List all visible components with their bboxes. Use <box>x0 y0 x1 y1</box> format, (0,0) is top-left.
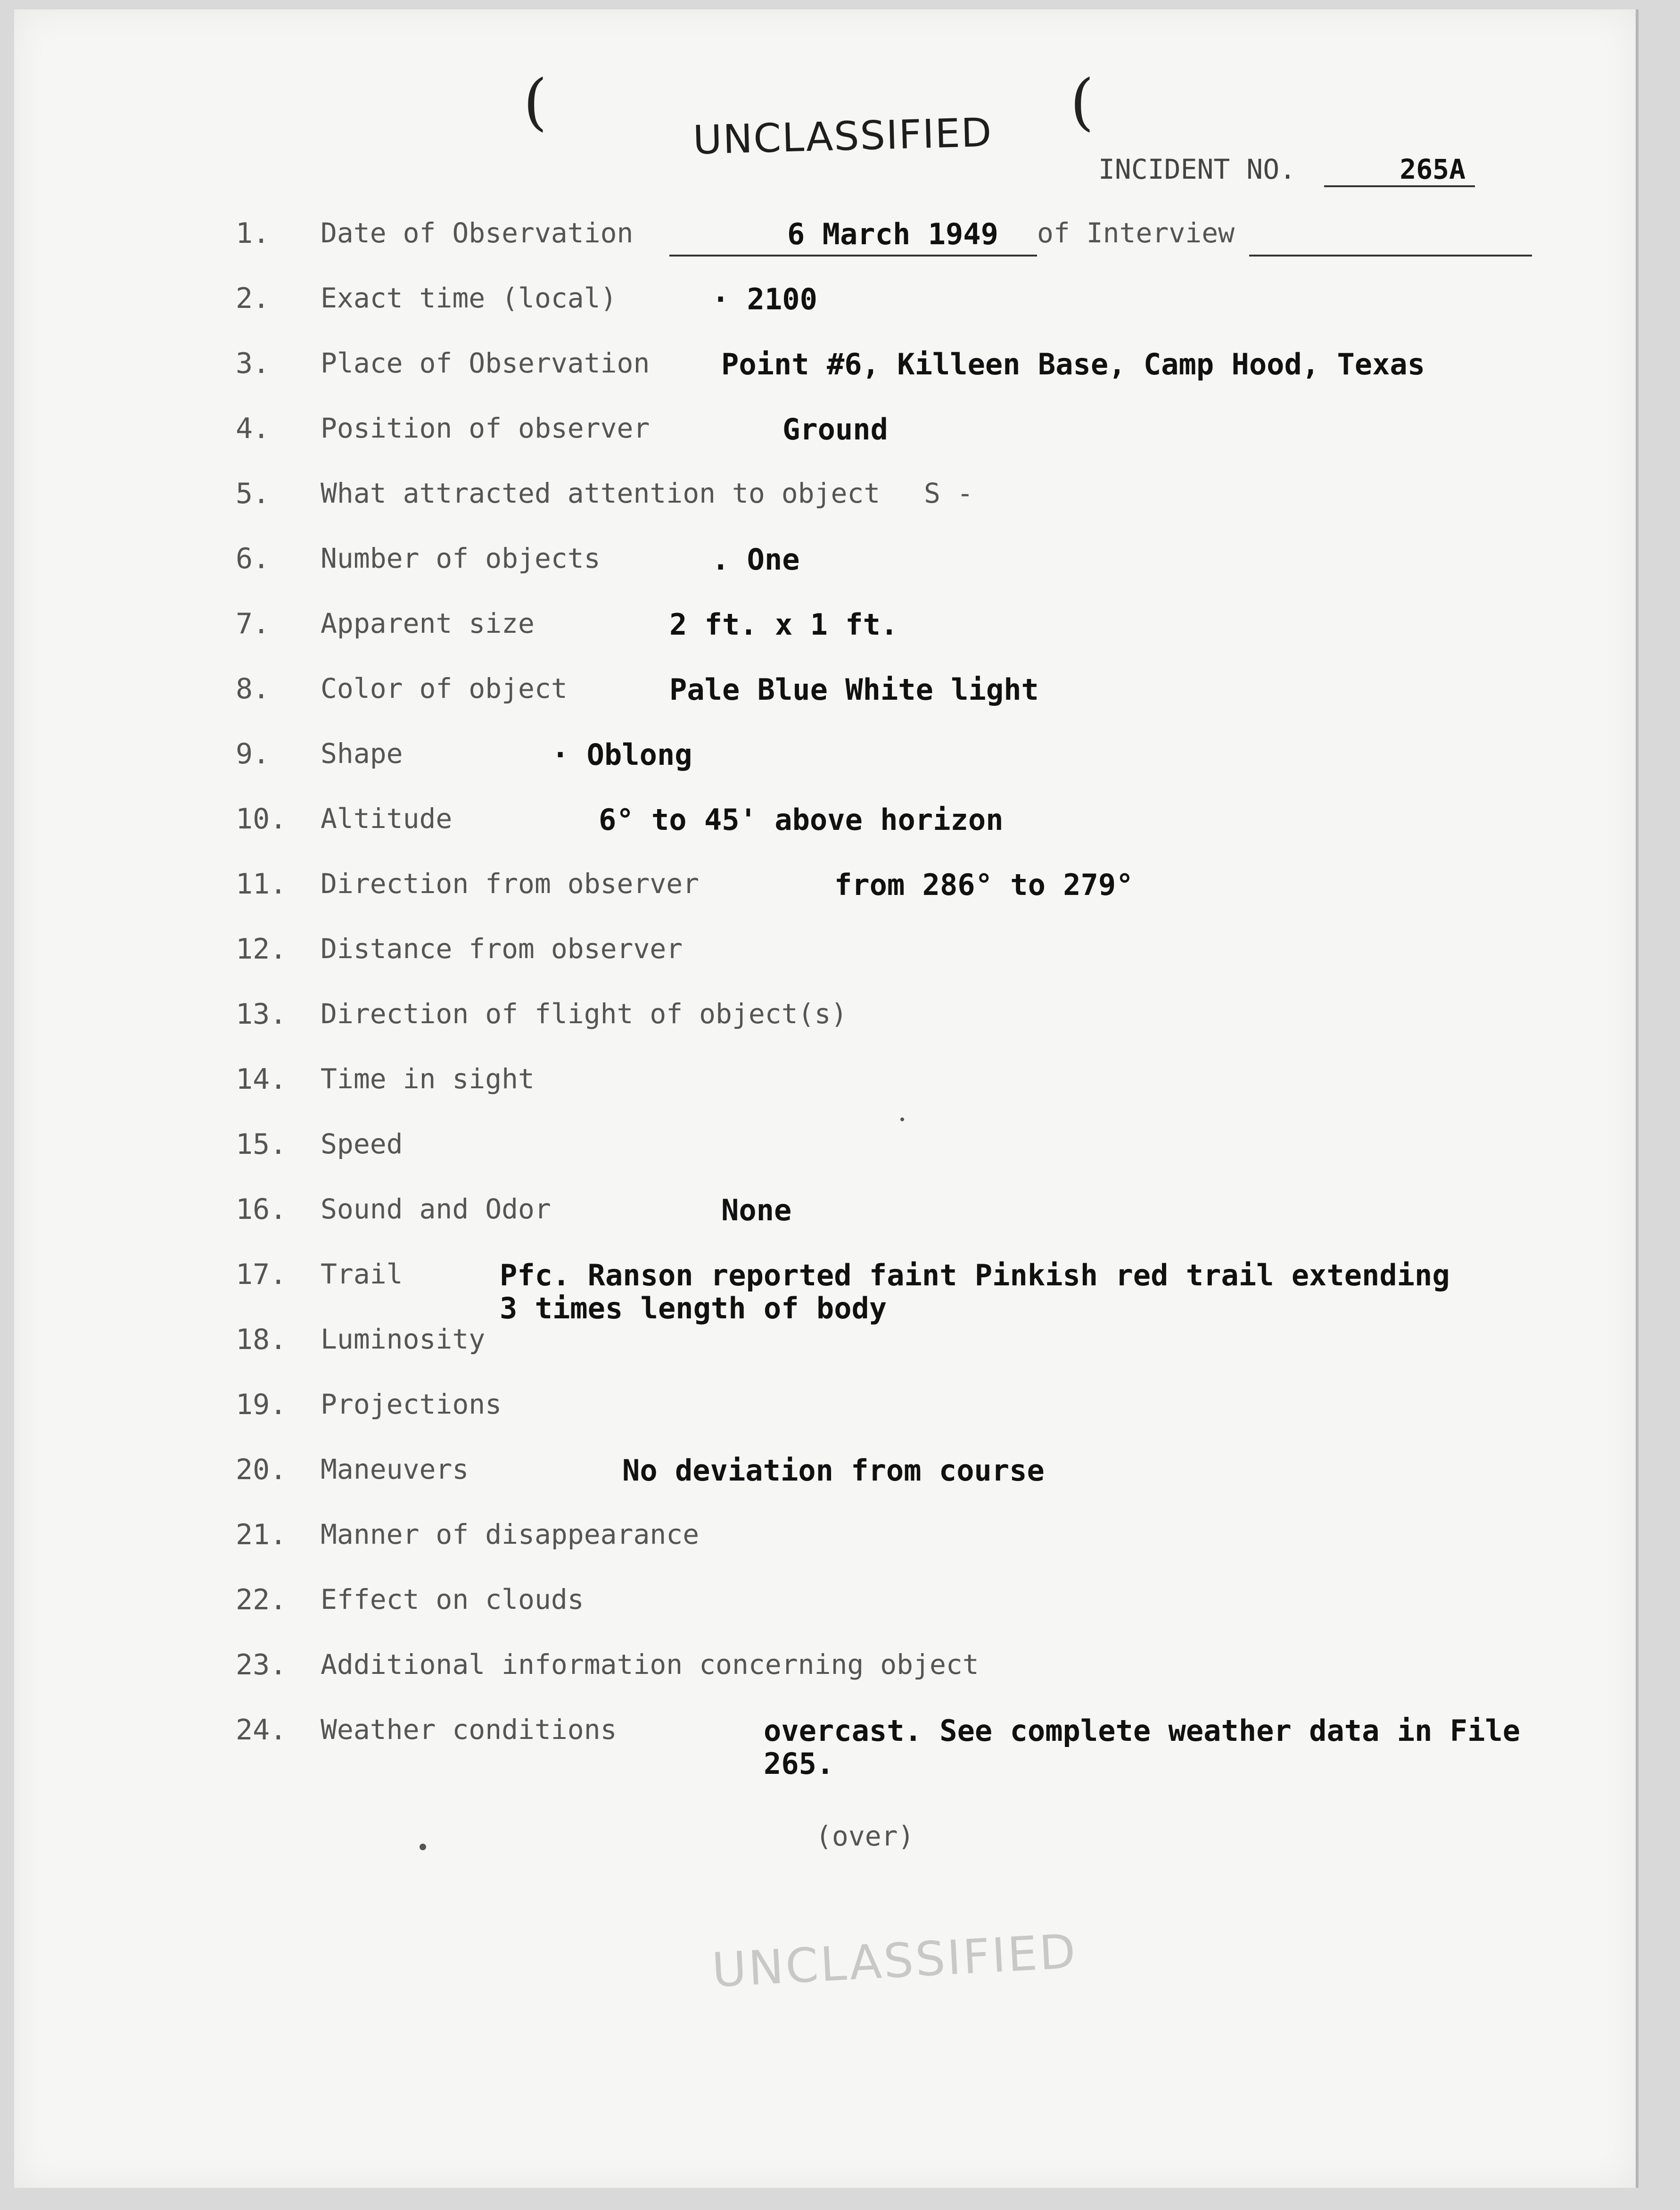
item-number: 6. <box>236 542 270 575</box>
item-number: 22. <box>236 1583 287 1616</box>
item-number: 1. <box>236 217 270 250</box>
item-number: 12. <box>236 933 287 966</box>
item-number: 21. <box>236 1518 287 1551</box>
item-value: Ground <box>782 412 888 447</box>
item-label: Luminosity <box>321 1323 486 1355</box>
item-value: · Oblong <box>552 737 692 772</box>
form-item-10 <box>14 803 1636 864</box>
item-value: from 286° to 279° <box>834 868 1134 902</box>
item-number: 16. <box>236 1193 287 1226</box>
item-number: 17. <box>236 1258 287 1291</box>
item-label: Maneuvers <box>321 1453 469 1485</box>
item-label: Number of objects <box>321 542 601 574</box>
form-item-11 <box>14 868 1636 929</box>
ink-speck <box>900 1117 904 1121</box>
item-number: 23. <box>236 1648 287 1681</box>
item-label: Time in sight <box>321 1063 535 1095</box>
item-value: 6° to 45' above horizon <box>599 803 1004 837</box>
form-item-22 <box>14 1583 1636 1645</box>
incident-number: 265A <box>1324 153 1475 187</box>
interview-label: of Interview <box>1037 217 1235 249</box>
form-item-18 <box>14 1323 1636 1384</box>
classification-stamp: UNCLASSIFIED <box>710 1923 1079 1998</box>
item-value: Pale Blue White light <box>669 672 1039 707</box>
item-value: 2 ft. x 1 ft. <box>669 607 898 642</box>
incident-label: INCIDENT NO. <box>1098 153 1296 185</box>
form-item-16 <box>14 1193 1636 1254</box>
form-item-9 <box>14 737 1636 799</box>
item-value: 6 March 1949 <box>787 217 998 251</box>
item-label: Sound and Odor <box>321 1193 551 1225</box>
item-number: 20. <box>236 1453 287 1486</box>
item-value-continued: 3 times length of body <box>500 1291 887 1325</box>
form-item-19 <box>14 1388 1636 1449</box>
item-label: Exact time (local) <box>321 282 617 314</box>
item-number: 4. <box>236 412 270 445</box>
form-item-8 <box>14 672 1636 734</box>
item-number: 13. <box>236 998 287 1031</box>
item-value: · 2100 <box>712 282 817 316</box>
item-label: Apparent size <box>321 607 535 639</box>
item-label: Place of Observation <box>321 347 650 379</box>
form-item-15 <box>14 1128 1636 1189</box>
item-number: 14. <box>236 1063 287 1096</box>
interview-underline <box>1249 255 1532 257</box>
form-item-20 <box>14 1453 1636 1515</box>
over-note: (over) <box>815 1820 914 1852</box>
form-item-13 <box>14 998 1636 1059</box>
item-label: Altitude <box>321 803 453 835</box>
form-item-14 <box>14 1063 1636 1124</box>
item-label: Speed <box>321 1128 403 1160</box>
item-number: 7. <box>236 607 270 640</box>
item-value: Point #6, Killeen Base, Camp Hood, Texas <box>721 347 1425 381</box>
item-value: overcast. See complete weather data in File <box>764 1713 1521 1748</box>
item-label: Trail <box>321 1258 403 1290</box>
item-number: 8. <box>236 672 270 705</box>
item-value: . One <box>712 542 800 577</box>
item-label: Projections <box>321 1388 502 1420</box>
item-value: Pfc. Ranson reported faint Pinkish red trail extending <box>500 1258 1450 1292</box>
item-number: 3. <box>236 347 270 380</box>
item-label: Weather conditions <box>321 1713 617 1746</box>
form-item-6 <box>14 542 1636 604</box>
form-item-21 <box>14 1518 1636 1580</box>
punch-mark-left: ( <box>523 66 547 138</box>
classification-header: UNCLASSIFIED <box>692 109 993 164</box>
ink-speck <box>420 1844 426 1850</box>
punch-mark-right: ( <box>1070 66 1094 138</box>
incident-number-block <box>1098 153 1475 187</box>
item-label: Direction from observer <box>321 868 700 900</box>
item-value: No deviation from course <box>622 1453 1045 1488</box>
item-number: 11. <box>236 868 287 901</box>
form-item-4 <box>14 412 1636 473</box>
form-item-12 <box>14 933 1636 994</box>
form-item-23 <box>14 1648 1636 1710</box>
item-number: 15. <box>236 1128 287 1161</box>
item-value-continued: 265. <box>764 1746 834 1781</box>
form-item-3 <box>14 347 1636 408</box>
item-number: 19. <box>236 1388 287 1421</box>
item-label: Manner of disappearance <box>321 1518 700 1550</box>
item-label: Additional information concerning object <box>321 1648 979 1680</box>
item-number: 18. <box>236 1323 287 1356</box>
document-page <box>14 9 1639 2188</box>
item-label: Distance from observer <box>321 933 683 965</box>
form-item-1 <box>14 217 1636 278</box>
item-number: 10. <box>236 803 287 836</box>
item-number: 9. <box>236 737 270 770</box>
item-label: Shape <box>321 737 403 770</box>
item-number: 5. <box>236 477 270 510</box>
item-label: Position of observer <box>321 412 650 444</box>
item-value: None <box>721 1193 792 1227</box>
form-item-2 <box>14 282 1636 343</box>
item-label: Direction of flight of object(s) <box>321 998 848 1030</box>
form-item-7 <box>14 607 1636 669</box>
item-value: S - <box>924 477 973 509</box>
item-number: 2. <box>236 282 270 315</box>
item-label: Color of object <box>321 672 568 704</box>
form-item-24 <box>14 1713 1636 1798</box>
item-number: 24. <box>236 1713 287 1746</box>
item-label: Effect on clouds <box>321 1583 584 1615</box>
item-label: Date of Observation <box>321 217 634 249</box>
form-item-5 <box>14 477 1636 538</box>
item-label: What attracted attention to object <box>321 477 881 509</box>
